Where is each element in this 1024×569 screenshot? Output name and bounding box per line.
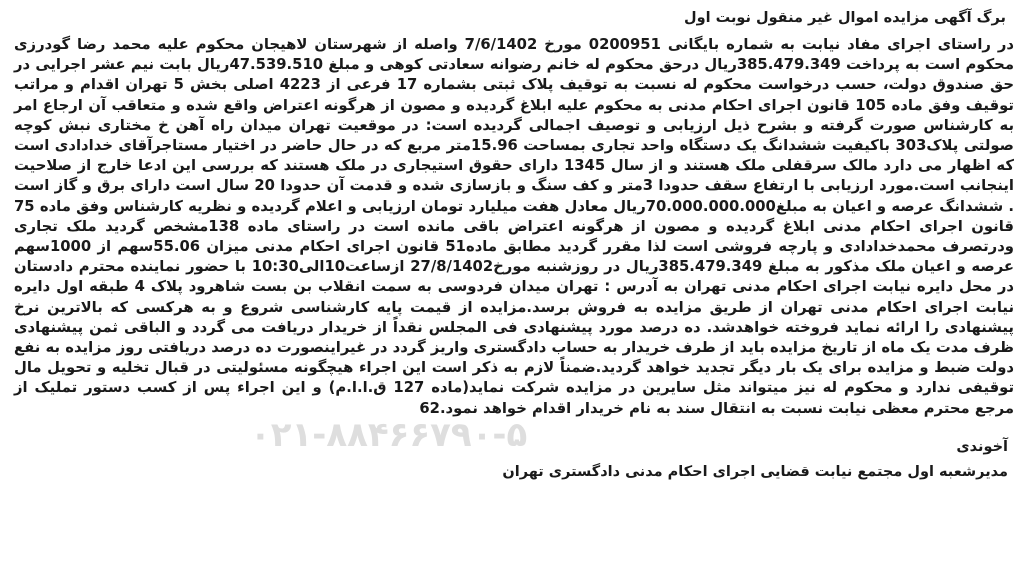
signoff-name: آخوندی xyxy=(956,438,1008,455)
phone-watermark: ۰۲۱-۸۸۴۶۶۷۹۰-۵ xyxy=(250,415,528,455)
signoff-title: مدیرشعبه اول مجتمع نیابت قضایی اجرای احکام مدنی دادگستری تهران xyxy=(502,463,1008,480)
notice-body: در راستای اجرای مفاد نیابت به شماره بایگانی 0200951 مورخ 7/6/1402 واصله از شهرستان لاهیجان محکوم علیه محمد رضا گودرزی محکوم است به پرداخت 385.479.349ریال درحق محکوم له خانم رضوانه سعادتی کوهی و مبلغ 47.539.510ریال بابت نیم عشر اجرایی در حق صندوق دولت، حسب درخواست محکوم له نسبت به توقیف پلاک ثبتی بشماره 17 فرعی از 4223 اصلی بخش 5 تهران اقدام و مراتب توقیف وفق ماده 105 قانون اجرای احکام مدنی به محکوم علیه ابلاغ گردیده و مصون از هرگونه اعتراض واقع شده و متعاقب آن ارجاع امر به کارشناس صورت گرفته و بشرح ذیل ارزیابی و توصیف اجمالی گردیده است: در موقعیت تهران میدان راه آهن خ مختاری نبش کوچه صولتی پلاک303 باکیفیت ششدانگ یک دستگاه واحد تجاری بمساحت 15.96متر مربع که در حال حاضر در اختیار مستاجرآقای خدادادی است که اظهار می دارد مالک سرقفلی ملک هستند و از سال 1345 دارای حقوق استیجاری در ملک هستند که بررسی این ادعا خارج از صلاحیت اینجانب است.مورد ارزیابی با ارتفاع سقف حدودا 3متر و کف سنگ و بازسازی شده و قدمت آن حدودا 20 سال است دارای برق و گاز است . ششدانگ عرصه و اعیان به مبلغ70.000.000.000ریال معادل هفت میلیارد تومان ارزیابی و اعلام گردیده و نظریه کارشناس وفق ماده 75 قانون اجرای احکام مدنی ابلاغ گردیده و مصون از هرگونه اعتراض باقی مانده است در راستای ماده 138مشخص گردید ملک تجاری ودرتصرف محمدخدادادی و پارچه فروشی است لذا مقرر گردید مطابق ماده51 قانون اجرای احکام مدنی میزان 55.06سهم از 1000سهم عرصه و اعیان ملک مذکور به مبلغ 385.479.349ریال در روزشنبه مورخ27/8/1402 ازساعت10الی10:30 با حضور نماینده محترم دادستان در محل دایره نیابت اجرای احکام مدنی تهران به آدرس : تهران میدان فردوسی به سمت انقلاب بن بست شاهرود پلاک 4 طبقه اول دایره نیابت اجرای احکام مدنی تهران از طریق مزایده به فروش برسد.مزایده از قیمت پایه کارشناسی شروع و به هرکسی که بالاترین نرخ پیشنهادی را ارائه نماید فروخته خواهدشد. ده درصد مورد پیشنهادی فی المجلس نقداً از خریدار دریافت می گردد و الباقی ثمن پیشنهادی ظرف مدت یک ماه از تاریخ مزایده باید از طرف خریدار به حساب دادگستری واریز گردد در غیراینصورت ده درصد دریافتی روز مزایده به نفع دولت ضبط و مزایده برای یک بار دیگر تجدید خواهد گردید.ضمناً لازم به ذکر است این اجراء هیچگونه مسئولیتی در قبال تخلیه و تحویل مال توقیفی ندارد و محکوم له نیز میتواند مثل سایرین در مزایده شرکت نماید(ماده 127 ق.ا.ا.م) و این اجراء پس از کسب دستور تملیک از مرجع محترم معظی نیابت نسبت به انتقال سند به نام خریدار اقدام خواهد نمود.62 xyxy=(14,36,1015,417)
notice-title: برگ آگهی مزایده اموال غیر منقول نوبت اول xyxy=(684,10,1006,26)
